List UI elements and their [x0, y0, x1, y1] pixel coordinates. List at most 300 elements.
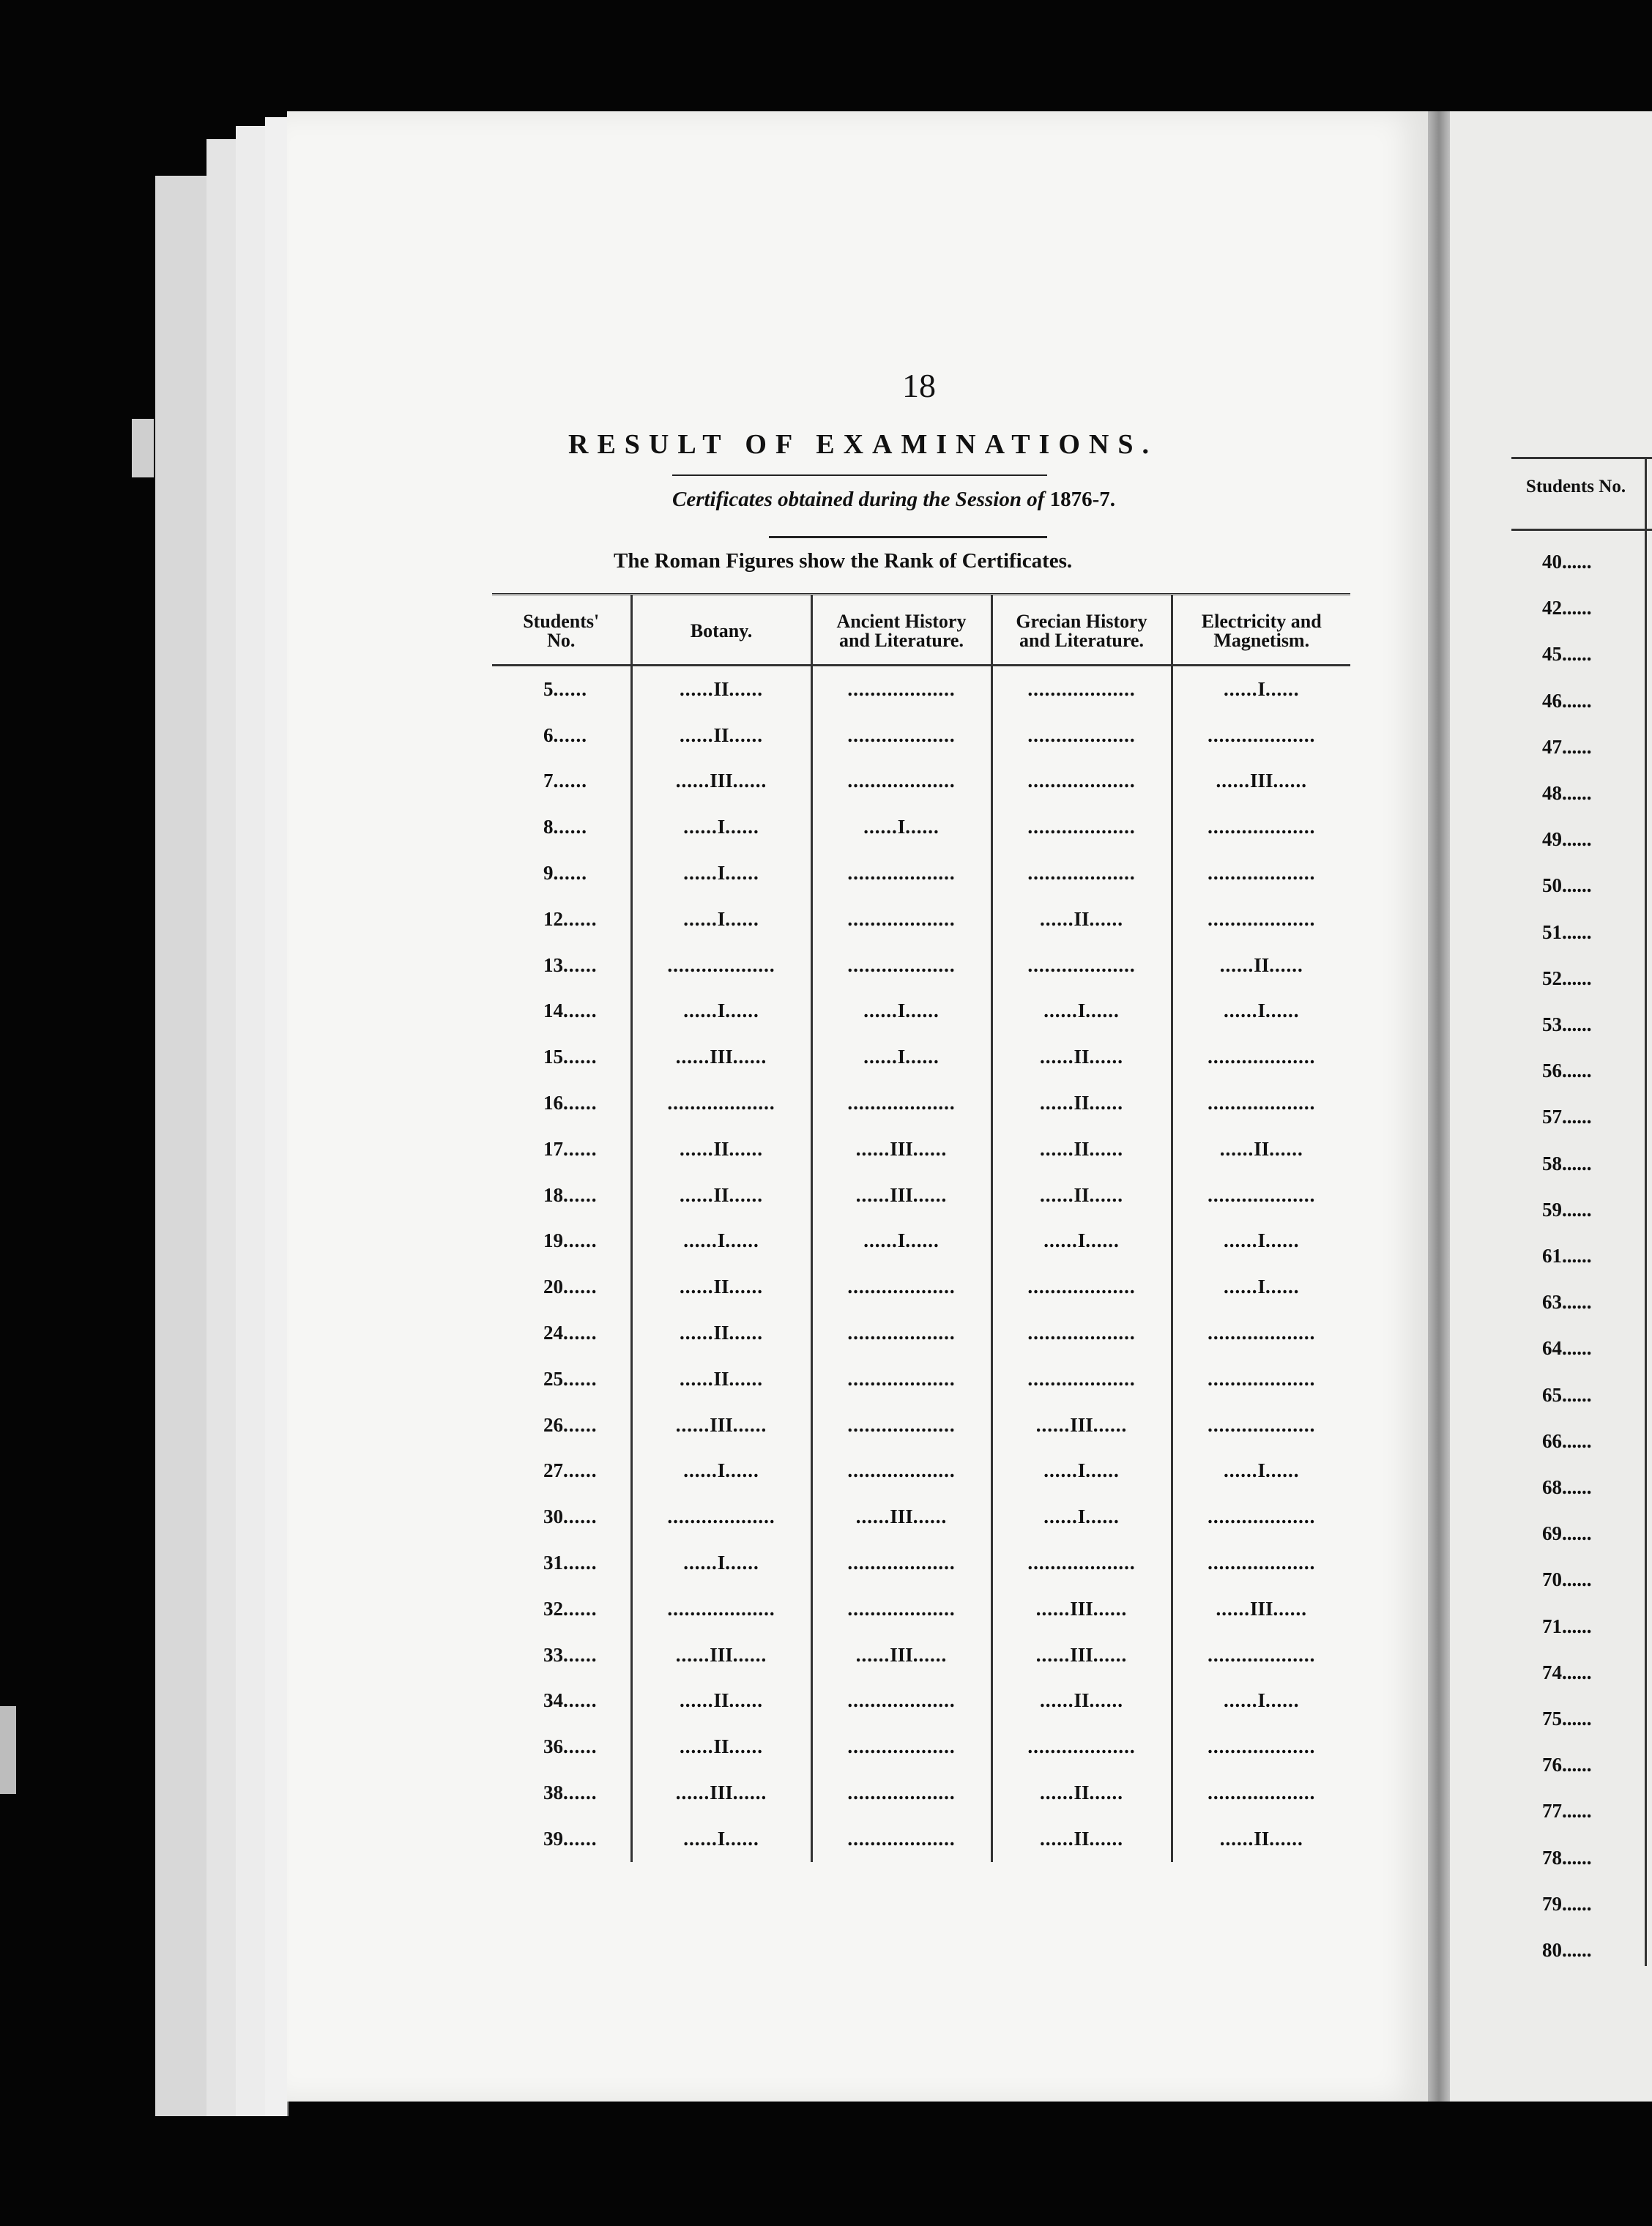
- leader-dots: ......: [1265, 1229, 1300, 1252]
- leader-dots: ...................: [847, 953, 956, 976]
- right-number-value: 76: [1542, 1754, 1562, 1776]
- leader-dots: ......: [679, 1689, 714, 1712]
- rank-value: II: [1074, 1137, 1090, 1160]
- leader-dots: ......: [563, 1597, 598, 1620]
- leader-dots: ...................: [667, 953, 775, 976]
- rank-cell: [631, 1494, 811, 1540]
- rank-cell: [811, 1724, 991, 1770]
- leader-dots: ......: [1035, 1597, 1071, 1620]
- leader-dots: ...................: [1208, 1552, 1316, 1574]
- leader-dots: ......: [1089, 1183, 1123, 1206]
- rank-cell: [631, 942, 811, 989]
- rank-cell: [991, 666, 1172, 712]
- leader-dots: ......: [679, 1322, 714, 1344]
- rank-cell: [991, 1126, 1172, 1172]
- right-number-value: 74: [1542, 1661, 1562, 1683]
- leader-dots: ...................: [1208, 1046, 1316, 1068]
- leader-dots: ......: [729, 1735, 763, 1758]
- student-number: 38: [543, 1782, 563, 1804]
- leader-dots: ......: [1562, 1245, 1592, 1267]
- leader-dots: ......: [679, 1276, 714, 1298]
- student-number: 33: [543, 1643, 563, 1666]
- leader-dots: ...................: [1027, 1367, 1136, 1390]
- rank-cell: [991, 1586, 1172, 1632]
- leader-dots: ......: [679, 723, 714, 746]
- rank-value: II: [1074, 907, 1090, 930]
- rank-cell: [811, 1632, 991, 1678]
- leader-dots: ......: [563, 1092, 598, 1114]
- rank-value: I: [717, 907, 726, 930]
- table-row: [492, 1356, 1350, 1402]
- leader-dots: ......: [855, 1505, 890, 1528]
- right-student-number: [1542, 782, 1592, 805]
- rank-cell: [991, 1218, 1172, 1265]
- leader-dots: ...................: [667, 1505, 775, 1528]
- leader-dots: ......: [1562, 1800, 1592, 1823]
- leader-dots: ......: [1562, 1522, 1592, 1545]
- right-student-number: [1542, 967, 1592, 990]
- right-student-number: [1542, 1013, 1592, 1036]
- rank-cell: [811, 1218, 991, 1265]
- rank-cell: [631, 759, 811, 805]
- subtitle-rule: [769, 536, 1047, 538]
- leader-dots: ......: [1265, 677, 1300, 700]
- leader-dots: ......: [1265, 1000, 1300, 1022]
- leader-dots: ......: [1265, 1276, 1300, 1298]
- leader-dots: ...................: [1027, 862, 1136, 885]
- rank-cell: [631, 1356, 811, 1402]
- leader-dots: ...................: [1208, 1322, 1316, 1344]
- student-number-cell: [492, 1080, 631, 1126]
- rank-cell: [631, 1310, 811, 1356]
- rank-cell: [991, 1080, 1172, 1126]
- right-number-value: 42: [1542, 597, 1562, 619]
- leader-dots: ......: [1043, 1505, 1078, 1528]
- table-header-row: [492, 595, 1350, 666]
- leader-dots: ......: [905, 816, 940, 838]
- leader-dots: ......: [1562, 874, 1592, 897]
- leader-dots: ......: [1562, 828, 1592, 851]
- leader-dots: ......: [563, 1137, 598, 1160]
- student-number-cell: [492, 1310, 631, 1356]
- student-number: 25: [543, 1367, 563, 1390]
- leader-dots: ......: [1269, 1137, 1303, 1160]
- leader-dots: ......: [563, 907, 598, 930]
- right-number-value: 48: [1542, 782, 1562, 804]
- rank-cell: [811, 1494, 991, 1540]
- student-number-cell: [492, 1034, 631, 1080]
- table-row: [492, 712, 1350, 759]
- rank-note: The Roman Figures show the Rank of Certificates.: [614, 549, 1073, 573]
- rank-value: I: [717, 1827, 726, 1850]
- leader-dots: ......: [732, 1413, 767, 1436]
- leader-dots: ...................: [847, 862, 956, 885]
- leader-dots: ......: [563, 1827, 598, 1850]
- leader-dots: ......: [863, 1000, 898, 1022]
- student-number-cell: [492, 1172, 631, 1218]
- rank-value: III: [890, 1643, 913, 1666]
- rank-cell: [631, 1632, 811, 1678]
- leader-dots: ......: [1269, 953, 1303, 976]
- student-number: 30: [543, 1505, 563, 1528]
- rank-cell: [1172, 804, 1350, 850]
- rank-cell: [1172, 1448, 1350, 1494]
- rank-cell: [631, 1172, 811, 1218]
- leader-dots: ......: [1089, 1782, 1123, 1804]
- right-student-number: [1542, 874, 1592, 897]
- leader-dots: ...................: [667, 1597, 775, 1620]
- rank-cell: [991, 1402, 1172, 1448]
- leader-dots: ...................: [667, 1092, 775, 1114]
- leader-dots: ...................: [1027, 723, 1136, 746]
- rank-cell: [631, 896, 811, 942]
- rank-value: III: [890, 1183, 913, 1206]
- leader-dots: ...................: [1208, 816, 1316, 838]
- leader-dots: ......: [1562, 1846, 1592, 1869]
- leader-dots: ......: [683, 862, 718, 885]
- leader-dots: ......: [1562, 1892, 1592, 1915]
- student-number: 15: [543, 1046, 563, 1068]
- subtitle-prefix: Certificates obtained during the Session of: [672, 488, 1045, 511]
- rank-cell: [811, 1172, 991, 1218]
- table-row: [492, 1678, 1350, 1724]
- rank-cell: [991, 1172, 1172, 1218]
- leader-dots: ...................: [847, 907, 956, 930]
- leader-dots: ...................: [847, 1552, 956, 1574]
- table-row: [492, 1816, 1350, 1862]
- rank-value: II: [1074, 1046, 1090, 1068]
- right-number-value: 49: [1542, 828, 1562, 851]
- rank-cell: [1172, 666, 1350, 712]
- rank-cell: [1172, 850, 1350, 896]
- rank-cell: [1172, 1816, 1350, 1862]
- leader-dots: ......: [729, 1322, 763, 1344]
- rank-cell: [991, 1632, 1172, 1678]
- leader-dots: ......: [1089, 1046, 1123, 1068]
- student-number: 20: [543, 1276, 563, 1298]
- rank-cell: [1172, 1218, 1350, 1265]
- rank-cell: [991, 896, 1172, 942]
- rank-value: I: [717, 1459, 726, 1482]
- leader-dots: ......: [1089, 907, 1123, 930]
- student-number: 13: [543, 953, 563, 976]
- rank-cell: [631, 1448, 811, 1494]
- rank-value: II: [713, 1735, 729, 1758]
- leader-dots: ......: [1043, 1000, 1078, 1022]
- leader-dots: ......: [563, 1413, 598, 1436]
- leader-dots: ...................: [1208, 1092, 1316, 1114]
- rank-value: I: [1077, 1459, 1086, 1482]
- table-body: [492, 666, 1350, 1862]
- student-number-cell: [492, 896, 631, 942]
- right-student-number: [1542, 736, 1592, 759]
- leader-dots: ......: [563, 1735, 598, 1758]
- leader-dots: ......: [553, 816, 587, 838]
- right-student-number: [1542, 1893, 1592, 1916]
- leader-dots: ......: [563, 1505, 598, 1528]
- rank-cell: [1172, 1494, 1350, 1540]
- student-number-cell: [492, 850, 631, 896]
- leader-dots: ......: [1035, 1643, 1071, 1666]
- student-number-cell: [492, 1494, 631, 1540]
- rank-value: I: [1077, 1505, 1086, 1528]
- student-number-cell: [492, 1126, 631, 1172]
- right-student-number: [1542, 1291, 1592, 1314]
- page-stack-edge: [265, 117, 289, 2116]
- right-student-number: [1542, 1708, 1592, 1730]
- leader-dots: ......: [1562, 1060, 1592, 1082]
- right-student-number: [1542, 1939, 1592, 1962]
- leader-dots: ......: [1219, 953, 1254, 976]
- right-number-value: 46: [1542, 689, 1562, 712]
- table-row: [492, 1218, 1350, 1265]
- rank-value: III: [890, 1137, 913, 1160]
- leader-dots: ...................: [847, 1413, 956, 1436]
- leader-dots: ......: [675, 770, 710, 792]
- page-stack-edge: [206, 139, 237, 2116]
- leader-dots: ......: [563, 1183, 598, 1206]
- right-student-number: [1542, 828, 1592, 851]
- leader-dots: ...................: [847, 1459, 956, 1482]
- rank-cell: [811, 1402, 991, 1448]
- rank-value: I: [1257, 677, 1265, 700]
- right-number-value: 68: [1542, 1476, 1562, 1498]
- table-row: [492, 850, 1350, 896]
- leader-dots: ......: [1043, 1229, 1078, 1252]
- right-student-number: [1542, 921, 1592, 944]
- right-number-value: 80: [1542, 1939, 1562, 1961]
- leader-dots: ......: [1089, 1689, 1123, 1712]
- leader-dots: ......: [863, 1046, 898, 1068]
- rank-cell: [1172, 1172, 1350, 1218]
- table-row: [492, 1632, 1350, 1678]
- right-number-value: 75: [1542, 1708, 1562, 1730]
- rank-cell: [631, 1540, 811, 1586]
- right-column-rule: [1645, 458, 1647, 1966]
- leader-dots: ......: [732, 1782, 767, 1804]
- rank-cell: [991, 850, 1172, 896]
- leader-dots: ......: [1562, 1152, 1592, 1175]
- right-number-value: 53: [1542, 1013, 1562, 1035]
- rank-cell: [1172, 989, 1350, 1035]
- leader-dots: ......: [1223, 1459, 1258, 1482]
- right-number-value: 61: [1542, 1245, 1562, 1267]
- leader-dots: ......: [563, 1367, 598, 1390]
- rank-cell: [991, 1034, 1172, 1080]
- leader-dots: ......: [725, 1827, 759, 1850]
- rank-cell: [811, 1356, 991, 1402]
- rank-value: II: [713, 1137, 729, 1160]
- leader-dots: ......: [679, 1137, 714, 1160]
- rank-cell: [811, 896, 991, 942]
- rank-cell: [991, 1356, 1172, 1402]
- right-student-number: [1542, 1430, 1592, 1453]
- rank-cell: [991, 1724, 1172, 1770]
- leader-dots: ......: [1562, 1661, 1592, 1683]
- leader-dots: ......: [732, 1643, 767, 1666]
- table-row: [492, 1540, 1350, 1586]
- table-row: [492, 896, 1350, 942]
- right-number-value: 52: [1542, 967, 1562, 989]
- leader-dots: ......: [1223, 677, 1258, 700]
- leader-dots: ......: [563, 1459, 598, 1482]
- leader-dots: ......: [1085, 1229, 1120, 1252]
- rank-value: II: [1254, 1827, 1270, 1850]
- leader-dots: ......: [1089, 1137, 1123, 1160]
- student-number-cell: [492, 1770, 631, 1816]
- leader-dots: ......: [1562, 1429, 1592, 1452]
- leader-dots: ......: [1562, 551, 1592, 573]
- rank-value: I: [717, 862, 726, 885]
- rank-cell: [631, 1816, 811, 1862]
- rank-value: III: [890, 1505, 913, 1528]
- rank-value: II: [713, 1276, 729, 1298]
- rank-cell: [631, 1402, 811, 1448]
- leader-dots: ......: [725, 1229, 759, 1252]
- rank-cell: [991, 1678, 1172, 1724]
- student-number: 9: [543, 862, 554, 885]
- leader-dots: ......: [725, 862, 759, 885]
- table-row: [492, 989, 1350, 1035]
- session-year: 1876-7.: [1049, 488, 1116, 511]
- rank-cell: [1172, 1402, 1350, 1448]
- right-student-number: [1542, 1337, 1592, 1360]
- leader-dots: ......: [675, 1413, 710, 1436]
- leader-dots: ......: [1562, 1568, 1592, 1591]
- right-number-value: 50: [1542, 874, 1562, 897]
- rank-value: III: [710, 1643, 733, 1666]
- paper-tab: [0, 1706, 16, 1794]
- leader-dots: ...................: [1208, 1735, 1316, 1758]
- leader-dots: ...................: [847, 1322, 956, 1344]
- right-student-number: [1542, 1800, 1592, 1823]
- rank-cell: [631, 1264, 811, 1310]
- leader-dots: ......: [1562, 597, 1592, 619]
- leader-dots: ......: [1562, 1939, 1592, 1961]
- rank-cell: [631, 712, 811, 759]
- student-number-cell: [492, 989, 631, 1035]
- right-student-number: [1542, 1615, 1592, 1638]
- rank-cell: [811, 1586, 991, 1632]
- rank-cell: [991, 712, 1172, 759]
- leader-dots: ......: [725, 1459, 759, 1482]
- student-number: 14: [543, 1000, 563, 1022]
- leader-dots: ......: [725, 1000, 759, 1022]
- leader-dots: ......: [1035, 1413, 1071, 1436]
- rank-cell: [1172, 896, 1350, 942]
- leader-dots: ......: [1562, 1615, 1592, 1637]
- rank-cell: [991, 804, 1172, 850]
- leader-dots: ......: [1562, 1754, 1592, 1776]
- leader-dots: ......: [1085, 1000, 1120, 1022]
- rank-value: III: [1070, 1413, 1093, 1436]
- rank-cell: [1172, 1632, 1350, 1678]
- right-number-value: 47: [1542, 735, 1562, 758]
- leader-dots: ......: [553, 770, 587, 792]
- subtitle: [672, 488, 1115, 512]
- page-stack-edge: [236, 126, 267, 2116]
- table-row: [492, 1034, 1350, 1080]
- header-electricity: Electricity and Magnetism.: [1172, 595, 1350, 666]
- results-table: [492, 593, 1350, 1862]
- leader-dots: ...................: [847, 1597, 956, 1620]
- leader-dots: ......: [563, 1552, 598, 1574]
- header-ancient-history: Ancient History and Literature.: [811, 595, 991, 666]
- leader-dots: ......: [1223, 1689, 1258, 1712]
- rank-cell: [1172, 712, 1350, 759]
- rank-cell: [811, 1770, 991, 1816]
- leader-dots: ...................: [1208, 907, 1316, 930]
- right-student-number: [1542, 643, 1592, 666]
- table-row: [492, 1402, 1350, 1448]
- table-row: [492, 1310, 1350, 1356]
- leader-dots: ...................: [1208, 862, 1316, 885]
- rank-cell: [811, 1678, 991, 1724]
- rank-value: I: [1077, 1229, 1086, 1252]
- rank-value: III: [1070, 1643, 1093, 1666]
- rank-cell: [631, 1770, 811, 1816]
- right-number-value: 79: [1542, 1892, 1562, 1915]
- leader-dots: ......: [729, 723, 763, 746]
- right-student-number: [1542, 1245, 1592, 1268]
- right-student-number: [1542, 1199, 1592, 1221]
- rank-value: I: [717, 816, 726, 838]
- leader-dots: ...................: [1208, 1643, 1316, 1666]
- leader-dots: ......: [563, 1643, 598, 1666]
- rank-value: III: [710, 770, 733, 792]
- leader-dots: ...................: [1208, 1367, 1316, 1390]
- table-row: [492, 759, 1350, 805]
- rank-cell: [1172, 1126, 1350, 1172]
- book-gutter: [1428, 111, 1450, 2102]
- leader-dots: ......: [1562, 1708, 1592, 1730]
- header-botany: Botany.: [631, 595, 811, 666]
- leader-dots: ...................: [1027, 953, 1136, 976]
- right-number-value: 64: [1542, 1337, 1562, 1360]
- leader-dots: ...................: [847, 1689, 956, 1712]
- leader-dots: ...................: [847, 677, 956, 700]
- rank-cell: [1172, 1678, 1350, 1724]
- leader-dots: ......: [1039, 1689, 1074, 1712]
- student-number-cell: [492, 942, 631, 989]
- right-student-number: [1542, 1476, 1592, 1499]
- leader-dots: ......: [1269, 1827, 1303, 1850]
- right-student-number: [1542, 1754, 1592, 1776]
- rank-cell: [1172, 1310, 1350, 1356]
- rank-value: II: [1074, 1183, 1090, 1206]
- rank-value: II: [713, 1689, 729, 1712]
- page-title: RESULT OF EXAMINATIONS.: [568, 429, 1158, 460]
- rank-cell: [811, 666, 991, 712]
- leader-dots: ......: [1039, 1183, 1074, 1206]
- leader-dots: ......: [1039, 1137, 1074, 1160]
- leader-dots: ......: [1085, 1459, 1120, 1482]
- rank-cell: [811, 1034, 991, 1080]
- leader-dots: ......: [912, 1183, 948, 1206]
- leader-dots: ...................: [1027, 1552, 1136, 1574]
- rank-cell: [811, 1816, 991, 1862]
- rank-cell: [811, 1126, 991, 1172]
- leader-dots: ...................: [1208, 1782, 1316, 1804]
- student-number-cell: [492, 1816, 631, 1862]
- leader-dots: ...................: [847, 1367, 956, 1390]
- student-number: 8: [543, 816, 554, 838]
- rank-cell: [991, 1540, 1172, 1586]
- leader-dots: ......: [729, 1367, 763, 1390]
- leader-dots: ......: [725, 907, 759, 930]
- leader-dots: ...................: [1027, 677, 1136, 700]
- student-number-cell: [492, 1632, 631, 1678]
